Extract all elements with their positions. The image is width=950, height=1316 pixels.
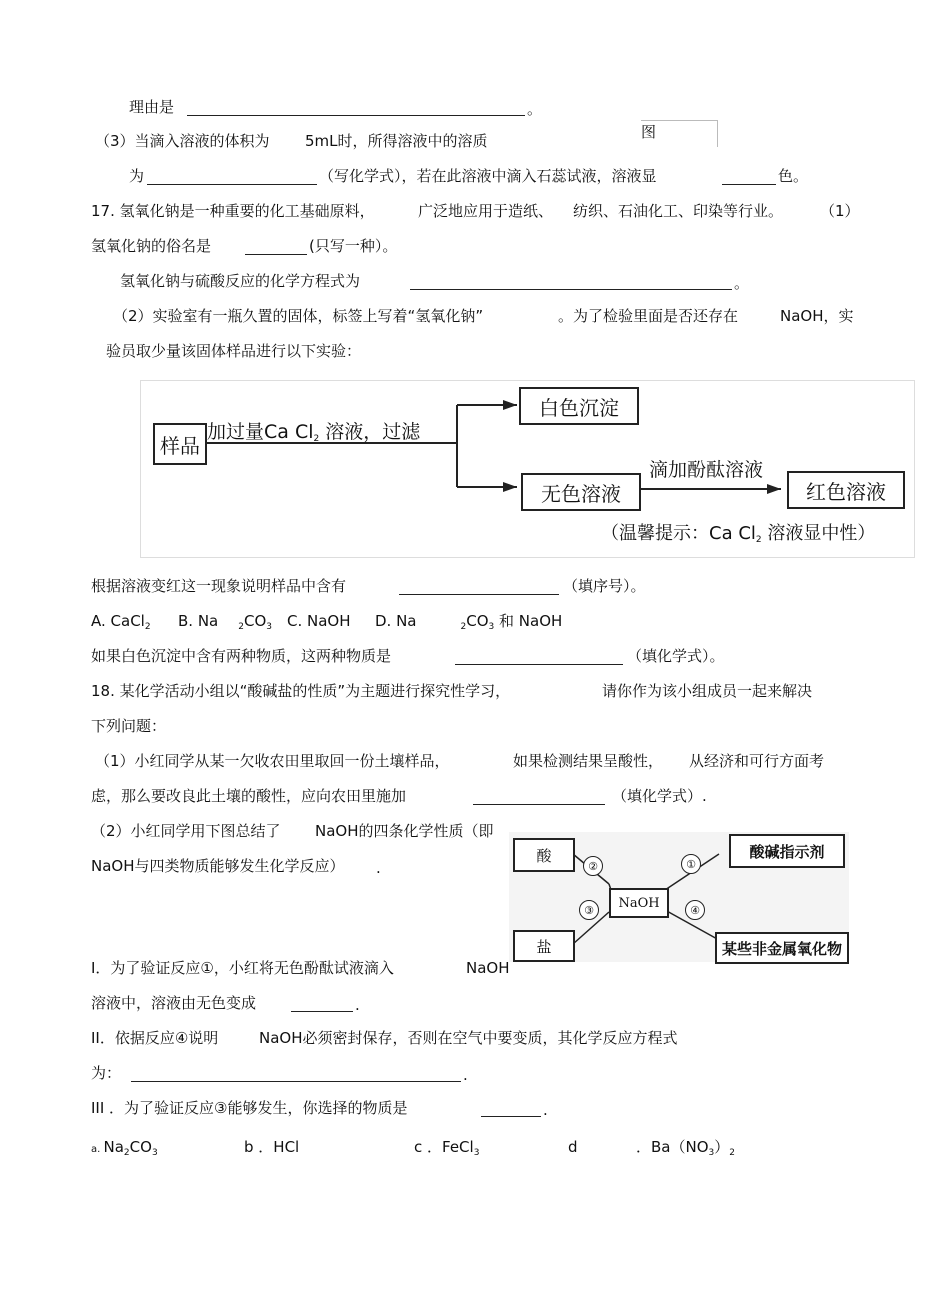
option-b-text-2: CO <box>243 612 267 630</box>
r2-end: . <box>463 1066 468 1084</box>
q16-3-text-b: 5mL时，所得溶液中的溶质 <box>305 132 488 150</box>
step2-label: 滴加酚酞溶液 <box>649 459 764 481</box>
r1-blank[interactable] <box>291 1011 353 1012</box>
solute-blank[interactable] <box>147 184 317 185</box>
q17-intro-c: 纺织、石油化工、印染等行业。 <box>573 202 784 220</box>
option-d <box>375 612 562 636</box>
litmus-text: （写化学式），若在此溶液中滴入石蕊试液，溶液显 <box>319 167 657 185</box>
r2-blank[interactable] <box>131 1081 461 1082</box>
color-blank[interactable] <box>722 184 776 185</box>
r1-text: I．为了验证反应①，小红将无色酚酞试液滴入 <box>91 959 394 977</box>
choice-a-text: Na <box>103 1138 124 1156</box>
q18-part1: （1）小红同学从某一欠收农田里取回一份土壤样品， <box>95 752 450 770</box>
q18-intro-b: 请你作为该小组成员一起来解决 <box>602 682 813 700</box>
choice-a-sub: 2 <box>123 1148 130 1158</box>
experiment-flowchart <box>140 380 915 558</box>
option-d-text-2: CO <box>466 612 489 630</box>
q18-part1-b: 如果检测结果呈酸性， <box>513 752 664 770</box>
color-end: 色。 <box>778 167 809 185</box>
step1-text: 加过量Ca Cl <box>207 421 314 443</box>
r2-text-b: NaOH必须密封保存，否则在空气中要变质，其化学反应方程式 <box>259 1029 678 1047</box>
acid-label: 酸 <box>536 846 552 865</box>
step1-label <box>207 421 420 450</box>
q18-intro-c: 下列问题： <box>91 717 167 735</box>
reaction-1-label: ① <box>686 857 696 871</box>
white-precipitate-box <box>519 387 639 425</box>
tip-text: （温馨提示：Ca Cl <box>601 523 756 544</box>
q17-part2-b: 。为了检验里面是否还存在 <box>558 307 739 325</box>
figure-ref: 图 <box>641 123 657 141</box>
naoh-center-label: NaOH <box>618 895 660 911</box>
r3-text: III ．为了验证反应③能够发生，你选择的物质是 <box>91 1099 408 1117</box>
figure-ref-box <box>641 120 718 147</box>
naoh-properties-diagram <box>509 832 849 962</box>
q17-part2-c: NaOH，实 <box>780 307 854 325</box>
tip-label <box>601 523 875 551</box>
choice-a-letter: a <box>91 1144 98 1155</box>
salt-box <box>513 930 575 962</box>
white-precipitate-label: 白色沉淀 <box>539 395 619 420</box>
colorless-solution-box <box>521 473 641 511</box>
r3-end: . <box>543 1101 548 1119</box>
q18-part2-b: NaOH的四条化学性质（即 <box>315 822 494 840</box>
reason-end: 。 <box>527 100 543 118</box>
equation-blank[interactable] <box>410 289 732 290</box>
q18-part2: （2）小红同学用下图总结了 <box>91 822 281 840</box>
q17-common-name: 氢氧化钠的俗名是 <box>91 237 212 255</box>
choice-b: b ．HCl <box>244 1138 300 1156</box>
nonmetal-oxide-box <box>715 932 849 964</box>
q17-precipitate-end: （填化学式）。 <box>627 647 725 665</box>
reason-blank[interactable] <box>187 115 525 116</box>
q18-part1-d: 虑，那么要改良此土壤的酸性，应向农田里施加 <box>91 787 407 805</box>
option-d-sub: 2 <box>460 622 467 632</box>
reaction-2-marker <box>583 856 603 876</box>
lime-blank[interactable] <box>473 804 605 805</box>
naoh-center-box <box>609 888 669 918</box>
step1-text-b: 溶液，过滤 <box>325 421 421 443</box>
q17-contains-label: 根据溶液变红这一现象说明样品中含有 <box>91 577 347 595</box>
q17-intro-b: 广泛地应用于造纸、 <box>418 202 554 220</box>
red-solution-label: 红色溶液 <box>806 479 886 504</box>
solute-label: 为 <box>129 167 145 185</box>
q17-part1: （1） <box>820 202 860 220</box>
choice-d-sub-2: 2 <box>729 1148 735 1158</box>
choice-c-sub: 3 <box>473 1148 480 1158</box>
option-b <box>178 612 272 636</box>
reaction-4-marker <box>685 900 705 920</box>
q18-part1-end: （填化学式）. <box>612 787 707 805</box>
choice-d-letter: d <box>568 1138 578 1156</box>
q17-part2-d: 验员取少量该固体样品进行以下实验： <box>106 342 362 360</box>
choice-d-text: ．Ba（NO <box>636 1138 709 1156</box>
tip-text-end: 溶液显中性） <box>767 523 876 544</box>
step1-sub: 2 <box>313 434 320 444</box>
choice-a-sub-2: 3 <box>151 1148 158 1158</box>
option-a <box>91 612 151 636</box>
q17-equation-end: 。 <box>734 274 750 292</box>
tip-sub: 2 <box>755 535 762 545</box>
choice-a: a. $Na_2CO_3$ <box>91 1138 158 1158</box>
q17-precipitate-label: 如果白色沉淀中含有两种物质，这两种物质是 <box>91 647 392 665</box>
reaction-1-marker <box>681 854 701 874</box>
option-b-sub: 2 <box>238 622 244 632</box>
reaction-4-label: ④ <box>690 903 700 917</box>
option-d-text-3: 和 NaOH <box>499 612 563 630</box>
choice-d <box>636 1138 735 1162</box>
reason-label: 理由是 <box>129 98 175 116</box>
r3-blank[interactable] <box>481 1116 541 1117</box>
q18-intro: 18. 某化学活动小组以“酸碱盐的性质”为主题进行探究性学习， <box>91 682 511 700</box>
q18-part2-end: . <box>376 859 381 877</box>
option-d-text: D. Na <box>375 612 417 630</box>
q17-intro: 17. 氢氧化钠是一种重要的化工基础原料， <box>91 202 375 220</box>
option-d-sub-2: 3 <box>488 622 495 632</box>
choice-c <box>414 1138 479 1162</box>
option-a-sub: 2 <box>144 622 151 632</box>
option-b-text: B. Na <box>178 612 219 630</box>
r1-end: . <box>355 996 360 1014</box>
choice-a-text-2: CO <box>129 1138 152 1156</box>
nonmetal-oxide-label: 某些非金属氧化物 <box>721 939 842 958</box>
r2-text: II．依据反应④说明 <box>91 1029 219 1047</box>
colorless-solution-label: 无色溶液 <box>541 481 621 506</box>
reaction-2-label: ② <box>588 859 598 873</box>
q17-common-name-end: (只写一种）。 <box>309 237 398 255</box>
option-a-text: A. CaCl <box>91 612 145 630</box>
sample-box <box>153 423 207 465</box>
choice-c-text: c ．FeCl <box>414 1138 474 1156</box>
q18-part2-c: NaOH与四类物质能够发生化学反应） <box>91 857 345 875</box>
q17-part2: （2）实验室有一瓶久置的固体，标签上写着“氢氧化钠” <box>113 307 484 325</box>
r2-text-c: 为： <box>91 1064 122 1082</box>
precipitate-blank[interactable] <box>455 664 623 665</box>
q17-contains-end: （填序号）。 <box>563 577 646 595</box>
q18-part1-c: 从经济和可行方面考 <box>689 752 825 770</box>
sample-label: 样品 <box>160 433 200 458</box>
r1-text-b: 溶液中，溶液由无色变成 <box>91 994 257 1012</box>
salt-label: 盐 <box>536 937 552 956</box>
red-solution-box <box>787 471 905 509</box>
acid-box <box>513 838 575 872</box>
reaction-3-marker <box>579 900 599 920</box>
choice-d-sub: 3 <box>708 1148 715 1158</box>
q17-equation-label: 氢氧化钠与硫酸反应的化学方程式为 <box>120 272 361 290</box>
option-b-sub-2: 3 <box>266 622 272 632</box>
common-name-blank[interactable] <box>245 254 307 255</box>
option-c: C. NaOH <box>287 612 351 630</box>
r1-naoh: NaOH <box>466 959 510 977</box>
choice-d-text-2: ） <box>714 1138 730 1156</box>
indicator-box <box>729 834 845 868</box>
q16-3-text: （3）当滴入溶液的体积为 <box>95 132 270 150</box>
indicator-label: 酸碱指示剂 <box>749 842 825 861</box>
contains-blank[interactable] <box>399 594 559 595</box>
reaction-3-label: ③ <box>584 903 594 917</box>
